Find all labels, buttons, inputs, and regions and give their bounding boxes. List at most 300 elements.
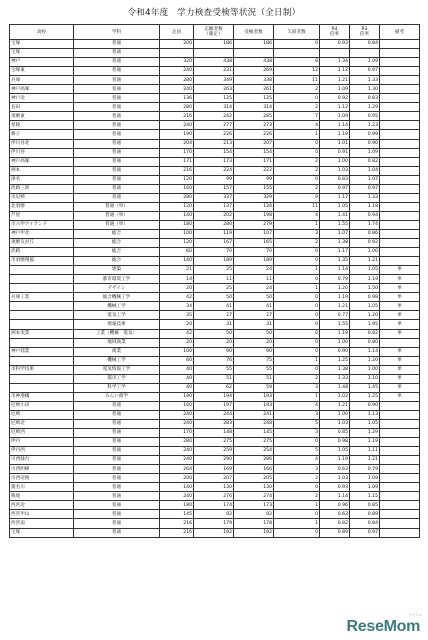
- row-note: [380, 94, 420, 103]
- row-r4-ratio: 0.89: [320, 528, 350, 537]
- row-applicants: 20: [194, 338, 234, 347]
- row-r4-ratio: 1.35: [320, 257, 350, 266]
- row-r3-ratio: 1.29: [350, 103, 380, 112]
- row-r4-ratio: 1.17: [320, 193, 350, 202]
- row-r3-ratio: 0.90: [350, 139, 380, 148]
- row-school: 川西緑台: [10, 456, 74, 465]
- row-capacity: 100: [160, 347, 194, 356]
- row-r4-ratio: 0.91: [320, 148, 350, 157]
- row-department: 普通: [74, 148, 160, 157]
- row-department: 普通: [74, 419, 160, 428]
- row-capacity: 264: [160, 465, 194, 474]
- row-r3-ratio: 1.04: [350, 166, 380, 175]
- table-row: [10, 40, 420, 49]
- row-r4-ratio: 0.77: [320, 311, 350, 320]
- table-row: [10, 202, 420, 211]
- row-note: 単: [380, 311, 420, 320]
- row-note: [380, 419, 420, 428]
- row-absentees: 11: [274, 76, 320, 85]
- row-examinees: 198: [234, 211, 274, 220]
- row-r4-ratio: 1.12: [320, 67, 350, 76]
- row-r3-ratio: 1.09: [350, 483, 380, 492]
- row-department: 普通: [74, 483, 160, 492]
- row-applicants: 438: [194, 58, 234, 67]
- row-r3-ratio: 0.92: [350, 239, 380, 248]
- row-absentees: 9: [274, 193, 320, 202]
- row-note: [380, 483, 420, 492]
- row-r3-ratio: 1.00: [350, 248, 380, 257]
- row-applicants: 202: [194, 211, 234, 220]
- row-examinees: 275: [234, 438, 274, 447]
- row-department: 電気情報工学: [74, 365, 160, 374]
- table-header-row: [10, 25, 420, 40]
- row-note: [380, 157, 420, 166]
- row-school: 長田: [10, 103, 74, 112]
- row-examinees: 31: [234, 320, 274, 329]
- table-row: [10, 492, 420, 501]
- row-note: [380, 40, 420, 49]
- row-r3-ratio: 0.79: [350, 465, 380, 474]
- row-capacity: 60: [160, 356, 194, 365]
- row-absentees: 0: [274, 139, 320, 148]
- row-capacity: 140: [160, 483, 194, 492]
- row-applicants: 173: [194, 157, 234, 166]
- row-school: 尼崎北: [10, 419, 74, 428]
- table-row: [10, 519, 420, 528]
- row-absentees: 0: [274, 302, 320, 311]
- row-capacity: 160: [160, 184, 194, 193]
- row-r3-ratio: 1.19: [350, 275, 380, 284]
- table-row: [10, 474, 420, 483]
- table-row: [10, 257, 420, 266]
- row-r3-ratio: 1.33: [350, 76, 380, 85]
- row-r4-ratio: 0.83: [320, 175, 350, 184]
- row-applicants: 337: [194, 193, 234, 202]
- row-r4-ratio: 1.55: [320, 320, 350, 329]
- row-r3-ratio: 0.95: [350, 112, 380, 121]
- row-r4-ratio: 1.48: [320, 383, 350, 392]
- row-r4-ratio: 1.14: [320, 121, 350, 130]
- row-examinees: 273: [234, 121, 274, 130]
- row-applicants: 263: [194, 85, 234, 94]
- row-capacity: 120: [160, 202, 194, 211]
- header-absentees: 欠席者数: [274, 25, 320, 40]
- row-absentees: 5: [274, 447, 320, 456]
- row-examinees: 155: [234, 184, 274, 193]
- row-department: みらい商学: [74, 392, 160, 401]
- header-school: 高校: [10, 25, 74, 40]
- row-department: 普通: [74, 429, 160, 438]
- table-row: [10, 139, 420, 148]
- row-department: 科学工学: [74, 383, 160, 392]
- row-absentees: 1: [274, 130, 320, 139]
- table-row: [10, 76, 420, 85]
- row-note: [380, 429, 420, 438]
- header-r3-ratio: R3 倍率: [350, 25, 380, 40]
- row-applicants: 92: [194, 510, 234, 519]
- row-school: 川西北陵: [10, 474, 74, 483]
- row-department: 普通: [74, 401, 160, 410]
- row-r4-ratio: 1.00: [320, 338, 350, 347]
- row-department: 普通: [74, 447, 160, 456]
- row-capacity: 200: [160, 40, 194, 49]
- row-note: 単: [380, 365, 420, 374]
- row-department: 総合: [74, 239, 160, 248]
- row-r3-ratio: 0.85: [350, 501, 380, 510]
- row-applicants: 194: [194, 392, 234, 401]
- row-department: 普通: [74, 49, 160, 58]
- row-school: 兵庫: [10, 76, 74, 85]
- row-capacity: 240: [160, 85, 194, 94]
- row-school: [10, 383, 74, 392]
- row-department: 普通（単）: [74, 211, 160, 220]
- row-note: 単: [380, 383, 420, 392]
- row-note: [380, 67, 420, 76]
- row-school: [10, 338, 74, 347]
- row-applicants: 192: [194, 528, 234, 537]
- table-row: [10, 266, 420, 275]
- row-examinees: 171: [234, 157, 274, 166]
- row-capacity: 280: [160, 76, 194, 85]
- row-absentees: 0: [274, 257, 320, 266]
- row-school: 市六甲アイランド: [10, 220, 74, 229]
- page-title: 令和4年度 学力検査受検等状況（全日制）: [127, 8, 301, 18]
- row-capacity: 20: [160, 320, 194, 329]
- row-capacity: 40: [160, 365, 194, 374]
- row-department: 工業（機械 電気）: [74, 329, 160, 338]
- row-r3-ratio: 1.21: [350, 456, 380, 465]
- row-school: 神戸高塚: [10, 85, 74, 94]
- row-capacity: 280: [160, 103, 194, 112]
- row-note: [380, 139, 420, 148]
- row-absentees: 1: [274, 284, 320, 293]
- row-examinees: 126: [234, 202, 274, 211]
- row-school: 猪名川: [10, 483, 74, 492]
- row-note: [380, 211, 420, 220]
- row-school: [10, 374, 74, 383]
- row-r3-ratio: 1.25: [350, 392, 380, 401]
- row-note: [380, 184, 420, 193]
- row-department: 地域商業: [74, 338, 160, 347]
- row-r4-ratio: 1.00: [320, 410, 350, 419]
- row-applicants: 226: [194, 130, 234, 139]
- row-school: 宝塚: [10, 40, 74, 49]
- row-applicants: 51: [194, 374, 234, 383]
- row-absentees: 2: [274, 474, 320, 483]
- row-capacity: 170: [160, 429, 194, 438]
- row-examinees: 207: [234, 139, 274, 148]
- row-school: [10, 284, 74, 293]
- row-absentees: 2: [274, 374, 320, 383]
- row-r4-ratio: 1.07: [320, 229, 350, 238]
- table-row: [10, 329, 420, 338]
- row-capacity: 140: [160, 257, 194, 266]
- row-r4-ratio: 0.97: [320, 184, 350, 193]
- row-department: 普通: [74, 465, 160, 474]
- row-capacity: 240: [160, 456, 194, 465]
- row-r3-ratio: 1.05: [350, 302, 380, 311]
- row-school: [10, 266, 74, 275]
- row-r3-ratio: 0.86: [350, 229, 380, 238]
- row-r3-ratio: 1.09: [350, 58, 380, 67]
- row-school: 鳴尾: [10, 492, 74, 501]
- row-r4-ratio: 1.55: [320, 220, 350, 229]
- row-r4-ratio: [320, 49, 350, 58]
- row-examinees: 189: [234, 257, 274, 266]
- row-r4-ratio: 0.93: [320, 483, 350, 492]
- row-capacity: 280: [160, 438, 194, 447]
- row-capacity: 120: [160, 175, 194, 184]
- row-r3-ratio: 0.80: [350, 338, 380, 347]
- row-examinees: 165: [234, 239, 274, 248]
- row-r3-ratio: 0.84: [350, 40, 380, 49]
- row-examinees: 59: [234, 383, 274, 392]
- row-applicants: 280: [194, 220, 234, 229]
- row-r4-ratio: 1.20: [320, 284, 350, 293]
- row-school: 洲本実業: [10, 329, 74, 338]
- row-capacity: 40: [160, 383, 194, 392]
- row-r4-ratio: 1.01: [320, 139, 350, 148]
- row-capacity: 34: [160, 302, 194, 311]
- row-capacity: 100: [160, 229, 194, 238]
- row-department: 普通（単）: [74, 220, 160, 229]
- table-row: [10, 175, 420, 184]
- row-department: 普通: [74, 76, 160, 85]
- table-row: [10, 85, 420, 94]
- row-r4-ratio: 1.33: [320, 374, 350, 383]
- table-row: [10, 510, 420, 519]
- row-capacity: 180: [160, 220, 194, 229]
- row-r3-ratio: 0.82: [350, 329, 380, 338]
- table-row: [10, 121, 420, 130]
- row-r3-ratio: 0.83: [350, 94, 380, 103]
- row-department: 普通: [74, 58, 160, 67]
- row-r4-ratio: 1.19: [320, 329, 350, 338]
- row-note: 単: [380, 347, 420, 356]
- row-note: [380, 456, 420, 465]
- row-absentees: 2: [274, 239, 320, 248]
- row-note: [380, 239, 420, 248]
- row-examinees: [234, 49, 274, 58]
- row-note: 単: [380, 320, 420, 329]
- table-row: [10, 401, 420, 410]
- row-r3-ratio: 0.99: [350, 130, 380, 139]
- row-examinees: 285: [234, 112, 274, 121]
- table-row: [10, 193, 420, 202]
- table-row: [10, 94, 420, 103]
- row-absentees: 4: [274, 211, 320, 220]
- row-applicants: 99: [194, 175, 234, 184]
- row-school: 淡路: [10, 248, 74, 257]
- row-examinees: 226: [234, 130, 274, 139]
- row-applicants: 277: [194, 121, 234, 130]
- row-school: 淡路三原: [10, 184, 74, 193]
- row-examinees: 130: [234, 483, 274, 492]
- table-row: [10, 447, 420, 456]
- row-r4-ratio: 1.00: [320, 157, 350, 166]
- row-examinees: 11: [234, 275, 274, 284]
- row-note: [380, 130, 420, 139]
- row-examinees: 178: [234, 519, 274, 528]
- row-r3-ratio: 1.33: [350, 193, 380, 202]
- row-absentees: 4: [274, 401, 320, 410]
- row-applicants: 276: [194, 492, 234, 501]
- row-absentees: 11: [274, 202, 320, 211]
- row-examinees: 55: [234, 365, 274, 374]
- row-note: [380, 193, 420, 202]
- row-capacity: 145: [160, 510, 194, 519]
- row-examinees: 193: [234, 401, 274, 410]
- row-applicants: 76: [194, 356, 234, 365]
- row-department: 普通: [74, 40, 160, 49]
- row-department: 普通: [74, 519, 160, 528]
- row-capacity: 190: [160, 392, 194, 401]
- row-r4-ratio: 1.02: [320, 392, 350, 401]
- row-examinees: 154: [234, 148, 274, 157]
- row-applicants: 41: [194, 302, 234, 311]
- row-note: [380, 103, 420, 112]
- row-r3-ratio: 1.05: [350, 419, 380, 428]
- row-r4-ratio: 1.34: [320, 58, 350, 67]
- table-row: [10, 320, 420, 329]
- row-r4-ratio: 1.17: [320, 248, 350, 257]
- row-school: 西宮南: [10, 519, 74, 528]
- row-r3-ratio: 1.74: [350, 220, 380, 229]
- row-capacity: 216: [160, 519, 194, 528]
- row-department: 普通: [74, 175, 160, 184]
- row-note: 単: [380, 329, 420, 338]
- row-applicants: 25: [194, 266, 234, 275]
- table-row: [10, 220, 420, 229]
- table-row: [10, 166, 420, 175]
- row-examinees: 205: [234, 474, 274, 483]
- row-capacity: 320: [160, 58, 194, 67]
- row-absentees: 3: [274, 229, 320, 238]
- row-examinees: 41: [234, 302, 274, 311]
- row-note: [380, 510, 420, 519]
- row-school: 伊川谷: [10, 148, 74, 157]
- row-absentees: 3: [274, 465, 320, 474]
- row-note: [380, 58, 420, 67]
- row-absentees: 0: [274, 148, 320, 157]
- row-school: 西宮甲山: [10, 510, 74, 519]
- row-r3-ratio: 1.21: [350, 257, 380, 266]
- row-examinees: 438: [234, 58, 274, 67]
- row-capacity: 40: [160, 374, 194, 383]
- row-department: 普通: [74, 528, 160, 537]
- row-capacity: 42: [160, 293, 194, 302]
- row-capacity: 21: [160, 266, 194, 275]
- row-school: 西宮北: [10, 501, 74, 510]
- table-row: [10, 528, 420, 537]
- row-examinees: 145: [234, 429, 274, 438]
- row-school: 津名: [10, 175, 74, 184]
- row-applicants: 130: [194, 483, 234, 492]
- row-applicants: 55: [194, 365, 234, 374]
- row-absentees: 2: [274, 492, 320, 501]
- row-capacity: 216: [160, 112, 194, 121]
- watermark-text: リセマム: [408, 613, 422, 617]
- table-row: [10, 293, 420, 302]
- row-absentees: 1: [274, 220, 320, 229]
- row-examinees: 70: [234, 248, 274, 257]
- row-r4-ratio: 1.09: [320, 85, 350, 94]
- row-absentees: 1: [274, 266, 320, 275]
- row-absentees: 12: [274, 67, 320, 76]
- row-applicants: 213: [194, 139, 234, 148]
- row-school: 伊丹西: [10, 447, 74, 456]
- row-note: [380, 338, 420, 347]
- row-capacity: 140: [160, 211, 194, 220]
- row-school: 北須磨: [10, 202, 74, 211]
- table-row: [10, 338, 420, 347]
- row-absentees: 0: [274, 347, 320, 356]
- row-examinees: 222: [234, 166, 274, 175]
- row-note: [380, 248, 420, 257]
- row-examinees: 173: [234, 501, 274, 510]
- row-capacity: 35: [160, 311, 194, 320]
- table-row: [10, 356, 420, 365]
- row-department: 建築: [74, 266, 160, 275]
- table-row: [10, 438, 420, 447]
- row-examinees: 24: [234, 266, 274, 275]
- row-r3-ratio: [350, 49, 380, 58]
- row-school: 尼崎西: [10, 429, 74, 438]
- row-applicants: 244: [194, 410, 234, 419]
- row-examinees: 75: [234, 356, 274, 365]
- row-r4-ratio: 0.79: [320, 275, 350, 284]
- row-note: 単: [380, 275, 420, 284]
- row-r3-ratio: 1.14: [350, 347, 380, 356]
- row-department: 普通: [74, 94, 160, 103]
- row-capacity: 60: [160, 248, 194, 257]
- row-applicants: 224: [194, 166, 234, 175]
- row-capacity: 120: [160, 239, 194, 248]
- row-absentees: 1: [274, 501, 320, 510]
- row-applicants: 186: [194, 40, 234, 49]
- row-note: [380, 229, 420, 238]
- row-applicants: 27: [194, 311, 234, 320]
- row-school: 市尼崎: [10, 193, 74, 202]
- row-r4-ratio: 1.14: [320, 492, 350, 501]
- row-note: [380, 519, 420, 528]
- row-school: 須磨東: [10, 112, 74, 121]
- row-capacity: 136: [160, 94, 194, 103]
- row-r4-ratio: 1.41: [320, 211, 350, 220]
- row-r4-ratio: 1.05: [320, 202, 350, 211]
- row-examinees: 193: [234, 392, 274, 401]
- table-row: [10, 239, 420, 248]
- table-row: [10, 49, 420, 58]
- row-applicants: 62: [194, 383, 234, 392]
- row-note: 単: [380, 302, 420, 311]
- row-applicants: 50: [194, 293, 234, 302]
- row-department: 普通: [74, 510, 160, 519]
- row-examinees: 314: [234, 103, 274, 112]
- row-department: 商業: [74, 347, 160, 356]
- row-applicants: 148: [194, 429, 234, 438]
- row-absentees: 1: [274, 356, 320, 365]
- table-row: [10, 392, 420, 401]
- row-r4-ratio: 1.38: [320, 365, 350, 374]
- row-department: 普通: [74, 130, 160, 139]
- row-r4-ratio: 1.25: [320, 356, 350, 365]
- row-department: 普通: [74, 184, 160, 193]
- row-school: 伊川谷北: [10, 139, 74, 148]
- row-capacity: 216: [160, 166, 194, 175]
- row-school: 舞子: [10, 130, 74, 139]
- row-department: 機械工学: [74, 302, 160, 311]
